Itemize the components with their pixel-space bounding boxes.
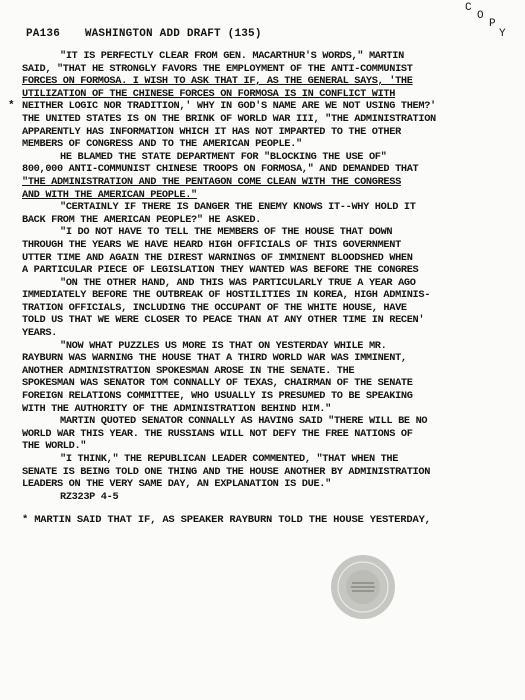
text-line: THE UNITED STATES IS ON THE BRINK OF WORLD WAR III, "THE ADMINISTRATION (22, 112, 436, 125)
text-line: WORLD WAR THIS YEAR. THE RUSSIANS WILL NOT DEFY THE FREE NATIONS OF (22, 427, 413, 440)
text-line: APPARENTLY HAS INFORMATION WHICH IT HAS NOT IMPARTED TO THE OTHER (22, 125, 401, 138)
text-line: "ON THE OTHER HAND, AND THIS WAS PARTICULARLY TRUE A YEAR AGO (60, 276, 416, 289)
text-line: HE BLAMED THE STATE DEPARTMENT FOR "BLOCKING THE USE OF" (60, 150, 387, 163)
text-line: TOLD US THAT WE WERE CLOSER TO PEACE THAN AT ANY OTHER TIME IN RECEN' (22, 314, 425, 327)
text-line: UTILIZATION OF THE CHINESE FORCES ON FORMOSA IS IN CONFLICT WITH (22, 87, 396, 100)
text-line: RZ323P 4-5 (60, 490, 119, 503)
copy-stamp-letter: C (465, 2, 473, 14)
asterisk-mark: * (8, 100, 15, 113)
text-line: LEADERS ON THE VERY SAME DAY, AN EXPLANATION IS DUE." (22, 478, 331, 491)
text-line: MARTIN QUOTED SENATOR CONNALLY AS HAVING SAID "THERE WILL BE NO (60, 415, 428, 428)
text-line: "THE ADMINISTRATION AND THE PENTAGON COME CLEAN WITH THE CONGRESS (22, 175, 401, 188)
text-line: BACK FROM THE AMERICAN PEOPLE?" HE ASKED. (22, 213, 261, 226)
copy-stamp-letter: Y (499, 28, 507, 40)
text-line-marked (8, 100, 518, 113)
text-line: IMMEDIATELY BEFORE THE OUTBREAK OF HOSTILITIES IN KOREA, HIGH ADMINIS- (22, 289, 431, 302)
slug-line (26, 28, 262, 40)
text-line: SPOKESMAN WAS SENATOR TOM CONNALLY OF TEXAS, CHAIRMAN OF THE SENATE (22, 377, 413, 390)
text-line: MEMBERS OF CONGRESS AND TO THE AMERICAN PEOPLE." (22, 138, 302, 151)
text-line: "I THINK," THE REPUBLICAN LEADER COMMENTED, "THAT WHEN THE (60, 453, 399, 465)
text-line: SENATE IS BEING TOLD ONE THING AND THE HOUSE ANOTHER BY ADMINISTRATION (22, 465, 431, 478)
copy-stamp-letter: P (489, 18, 497, 30)
dispatch-body (8, 50, 518, 503)
text-line: AND WITH THE AMERICAN PEOPLE." (22, 188, 197, 201)
text-line: ANOTHER ADMINISTRATION SPOKESMAN AROSE IN THE SENATE. THE (22, 364, 355, 377)
text-line: YEARS. (22, 327, 57, 340)
text-line: "I DO NOT HAVE TO TELL THE MEMBERS OF THE HOUSE THAT DOWN (60, 226, 393, 239)
text-line: TRATION OFFICIALS, INCLUDING THE OCCUPANT OF THE WHITE HOUSE, HAVE (22, 301, 407, 314)
footnote-insert: * MARTIN SAID THAT IF, AS SPEAKER RAYBURN TOLD THE HOUSE YESTERDAY, (22, 514, 431, 526)
text-line: RAYBURN WAS WARNING THE HOUSE THAT A THIRD WORLD WAR WAS IMMINENT, (22, 352, 407, 365)
text-line: FORCES ON FORMOSA. I WISH TO ASK THAT IF, AS THE GENERAL SAYS, 'THE (22, 75, 413, 88)
text-line: A PARTICULAR PIECE OF LEGISLATION THEY WANTED WAS BEFORE THE CONGRES (22, 264, 419, 277)
text-line: SAID, "THAT HE STRONGLY FAVORS THE EMPLOYMENT OF THE ANTI-COMMUNIST (22, 62, 413, 75)
slug-code: PA136 (26, 28, 61, 40)
library-seal-stamp (328, 552, 398, 622)
copy-stamp-letter: O (477, 10, 485, 22)
slug-dateline: WASHINGTON ADD DRAFT (135) (84, 28, 262, 40)
text-line: NEITHER LOGIC NOR TRADITION,' WHY IN GOD'S NAME ARE WE NOT USING THEM?' (22, 100, 436, 113)
text-line: FOREIGN RELATIONS COMMITTEE, WHO USUALLY IS PRESUMED TO BE SPEAKING (22, 390, 413, 403)
text-line: WITH THE AUTHORITY OF THE ADMINISTRATION BEHIND HIM." (22, 402, 331, 415)
text-line: "NOW WHAT PUZZLES US MORE IS THAT ON YESTERDAY WHILE MR. (60, 339, 387, 352)
text-line: UTTER TIME AND AGAIN THE DIREST WARNINGS OF IMMINENT BLOODSHED WHEN (22, 251, 413, 264)
text-line: THROUGH THE YEARS WE HAVE HEARD HIGH OFFICIALS OF THIS GOVERNMENT (22, 238, 401, 251)
text-line: 800,000 ANTI-COMMUNIST CHINESE TROOPS ON FORMOSA," AND DEMANDED THAT (22, 163, 419, 176)
text-line: "CERTAINLY IF THERE IS DANGER THE ENEMY KNOWS IT--WHY HOLD IT (60, 201, 416, 214)
text-line: THE WORLD." (22, 440, 87, 453)
copy-stamp (461, 2, 511, 42)
text-line: "IT IS PERFECTLY CLEAR FROM GEN. MACARTHUR'S WORDS," MARTIN (60, 50, 404, 62)
